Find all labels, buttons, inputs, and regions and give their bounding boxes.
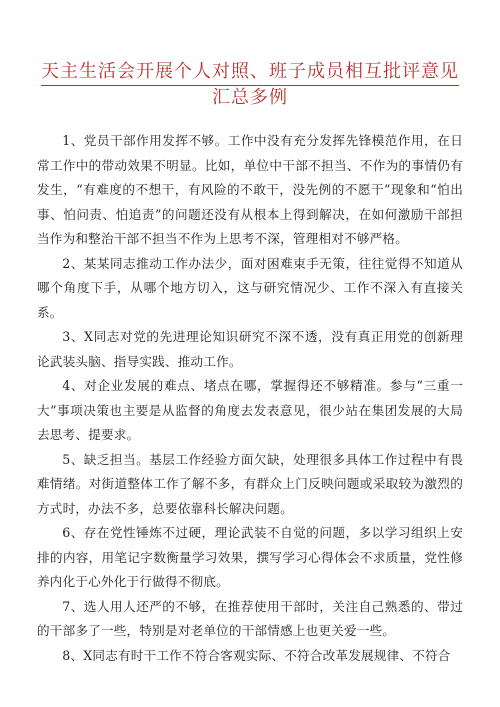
- title-line-1: 天主生活会开展个人对照、班子成员相互批评意见: [41, 60, 459, 86]
- paragraph-6: 6、存在党性锤炼不过硬，理论武装不自觉的问题，多以学习组织上安排的内容，用笔记字数衡量学习效果，撰写学习心得体会不求质量，党性修养内化于心外化于行做得不彻底。: [37, 525, 463, 589]
- document-body: [37, 129, 463, 668]
- document-title: [40, 60, 460, 110]
- title-line-2: 汇总多例: [212, 87, 288, 108]
- paragraph-7: 7、选人用人还严的不够，在推荐使用干部时，关注自己熟悉的、带过的干部多了一些，特别是对老单位的干部情感上也更关爱一些。: [37, 598, 463, 638]
- paragraph-4: 4、对企业发展的难点、堵点在哪，掌握得还不够精准。参与“三重一大”事项决策也主要是从监督的角度去发表意见，很少站在集团发展的大局去思考、提要求。: [37, 378, 463, 442]
- paragraph-8: 8、X同志有时干工作不符合客观实际、不符合改革发展规律、不符合: [62, 647, 451, 663]
- paragraph-3: 3、X同志对党的先进理论知识研究不深不透，没有真正用党的创新理论武装头脑、指导实践、推动工作。: [37, 329, 463, 369]
- paragraph-5: 5、缺乏担当。基层工作经验方面欠缺，处理很多具体工作过程中有畏难情绪。对街道整体工作了解不多，有群众上门反映问题或采取较为激烈的方式时，办法不多，总要依靠科长解决问题。: [37, 451, 463, 516]
- paragraph-2: 2、某某同志推动工作办法少，面对困难束手无策，往往觉得不知道从哪个角度下手，从哪个地方切入，这与研究情况少、工作不深入有直接关系。: [37, 255, 463, 320]
- paragraph-1: 1、党员干部作用发挥不够。工作中没有充分发挥先锋模范作用，在日常工作中的带动效果不明显。比如，单位中干部不担当、不作为的事情仍有发生，“有难度的不想干，有风险的不敢干，没先例的不愿干”现象和“怕出事、怕问责、怕追责”的问题还没有从根本上得到解决，在如何激励干部担当作为和整治干部不担当不作为上思考不深，管理相对不够严格。: [37, 133, 463, 246]
